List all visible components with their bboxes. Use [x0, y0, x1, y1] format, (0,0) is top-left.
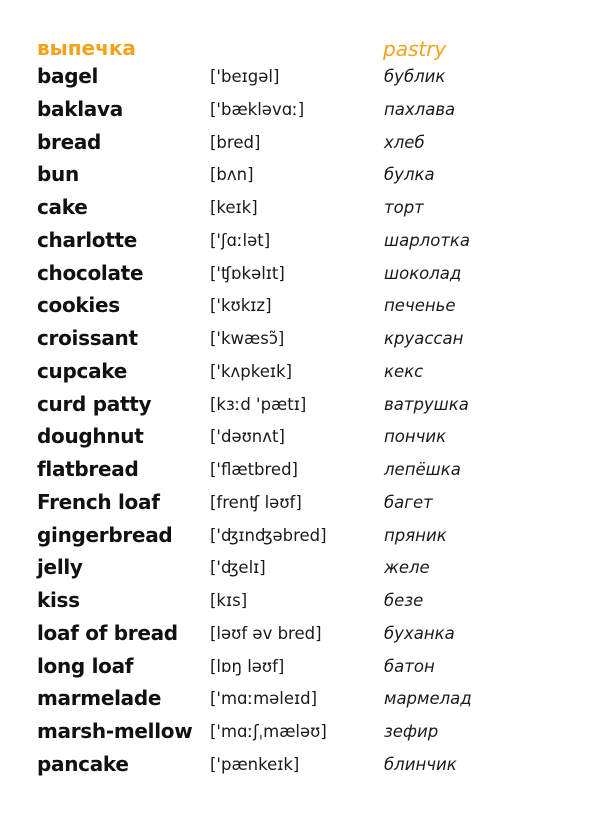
- english-word: chocolate: [37, 260, 144, 285]
- transcription: ['ʧɒkəlɪt]: [210, 263, 285, 283]
- transcription: ['kwæsɔ̃]: [210, 329, 285, 348]
- english-word: gingerbread: [37, 522, 173, 547]
- vocabulary-row: [0, 95, 591, 128]
- english-word: cookies: [37, 293, 120, 318]
- vocabulary-row: [0, 488, 591, 521]
- transcription: [lɒŋ ləʊf]: [210, 656, 285, 676]
- vocabulary-row: [0, 357, 591, 390]
- english-word: jelly: [37, 555, 83, 580]
- vocabulary-row: [0, 652, 591, 685]
- transcription: [bʌn]: [210, 165, 254, 185]
- transcription: ['ʤelɪ]: [210, 558, 266, 578]
- transcription: ['dəʊnʌt]: [210, 427, 285, 447]
- transcription: ['mɑːʃˌmæləʊ]: [210, 722, 327, 741]
- vocabulary-row: [0, 128, 591, 161]
- vocabulary-row: [0, 160, 591, 193]
- transcription: [frenʧ ləʊf]: [210, 492, 302, 512]
- russian-translation: хлеб: [384, 132, 425, 152]
- russian-translation: торт: [384, 198, 424, 217]
- english-word: cupcake: [37, 358, 127, 383]
- vocabulary-row: [0, 390, 591, 423]
- english-word: marmelade: [37, 686, 162, 711]
- transcription: ['kʌpkeɪk]: [210, 361, 293, 381]
- transcription: [keɪk]: [210, 198, 258, 217]
- english-word: baklava: [37, 96, 123, 121]
- russian-translation: батон: [384, 656, 435, 676]
- russian-translation: буханка: [384, 623, 455, 643]
- vocabulary-row: [0, 750, 591, 783]
- transcription: [ləʊf əv bred]: [210, 623, 322, 643]
- english-word: bagel: [37, 64, 99, 88]
- russian-translation: желе: [384, 558, 430, 578]
- russian-translation: блинчик: [384, 754, 457, 774]
- vocabulary-row: [0, 291, 591, 324]
- russian-translation: лепёшка: [384, 460, 461, 479]
- english-word: cake: [37, 195, 88, 219]
- transcription: ['kʊkɪz]: [210, 296, 272, 316]
- transcription: ['beɪgəl]: [210, 67, 280, 86]
- russian-translation: мармелад: [384, 689, 472, 709]
- english-word: pancake: [37, 751, 129, 776]
- russian-translation: пряник: [384, 525, 447, 545]
- russian-translation: безе: [384, 591, 424, 610]
- russian-translation: пахлава: [384, 99, 456, 119]
- transcription: ['flætbred]: [210, 460, 298, 479]
- transcription: ['ʃɑːlət]: [210, 230, 271, 250]
- english-word: flatbread: [37, 457, 139, 481]
- vocabulary-row: [0, 259, 591, 292]
- vocabulary-row: [0, 324, 591, 357]
- russian-translation: пончик: [384, 427, 447, 447]
- english-word: curd patty: [37, 391, 152, 416]
- english-word: charlotte: [37, 227, 138, 252]
- transcription: ['ʤɪnʤəbred]: [210, 525, 327, 545]
- russian-translation: шарлотка: [384, 230, 471, 250]
- vocabulary-row: [0, 619, 591, 652]
- english-word: marsh-mellow: [37, 719, 193, 743]
- page-header: [0, 34, 591, 64]
- header-russian-title: выпечка: [37, 36, 136, 60]
- transcription: ['pænkeɪk]: [210, 754, 300, 774]
- russian-translation: кекс: [384, 361, 424, 381]
- vocabulary-row: [0, 521, 591, 554]
- english-word: kiss: [37, 588, 80, 612]
- russian-translation: бублик: [384, 67, 446, 86]
- transcription: ['bækləvɑː]: [210, 99, 305, 119]
- english-word: French loaf: [37, 489, 160, 514]
- transcription: [kɜːd 'pætɪ]: [210, 394, 307, 414]
- vocabulary-row: [0, 684, 591, 717]
- transcription: [bred]: [210, 132, 261, 152]
- vocabulary-row: [0, 422, 591, 455]
- english-word: bun: [37, 162, 79, 187]
- english-word: doughnut: [37, 424, 144, 449]
- vocabulary-list: [0, 62, 591, 783]
- russian-translation: булка: [384, 165, 435, 185]
- russian-translation: зефир: [384, 722, 439, 741]
- english-word: croissant: [37, 326, 138, 350]
- english-word: long loaf: [37, 653, 134, 678]
- english-word: bread: [37, 129, 102, 154]
- transcription: ['mɑːməleɪd]: [210, 689, 318, 709]
- vocabulary-row: [0, 586, 591, 619]
- russian-translation: круассан: [384, 329, 464, 348]
- russian-translation: печенье: [384, 296, 456, 316]
- vocabulary-row: [0, 62, 591, 95]
- vocabulary-row: [0, 193, 591, 226]
- vocabulary-row: [0, 553, 591, 586]
- russian-translation: багет: [384, 492, 433, 512]
- vocabulary-row: [0, 717, 591, 750]
- transcription: [kɪs]: [210, 591, 248, 610]
- russian-translation: шоколад: [384, 263, 462, 283]
- english-word: loaf of bread: [37, 620, 178, 645]
- vocabulary-row: [0, 455, 591, 488]
- header-english-title: pastry: [383, 37, 447, 61]
- vocabulary-row: [0, 226, 591, 259]
- russian-translation: ватрушка: [384, 394, 469, 414]
